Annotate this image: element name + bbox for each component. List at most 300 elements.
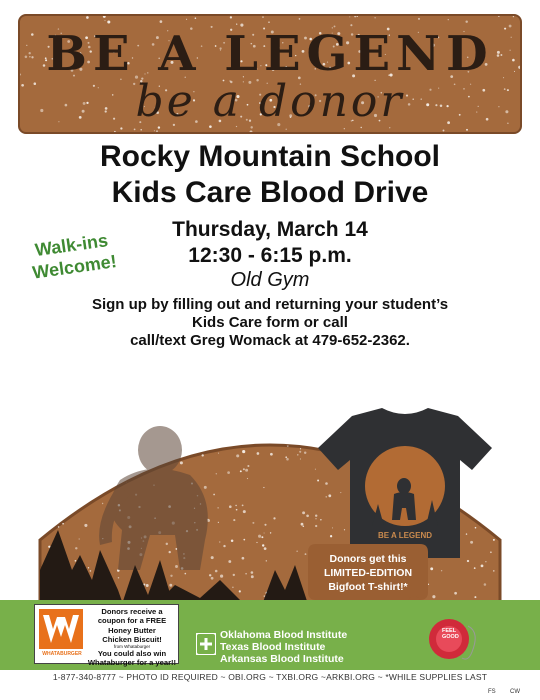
speckle-dot (17, 474, 18, 475)
speckle-dot (72, 500, 74, 502)
speckle-dot (175, 565, 178, 568)
speckle-dot (139, 434, 140, 435)
speckle-dot (250, 131, 253, 132)
speckle-dot (202, 454, 204, 456)
speckle-dot (16, 512, 18, 514)
speckle-dot (95, 412, 97, 414)
speckle-dot (484, 583, 487, 586)
speckle-dot (211, 577, 214, 580)
speckle-dot (166, 543, 168, 545)
speckle-dot (513, 16, 514, 17)
speckle-dot (401, 382, 404, 385)
speckle-dot (247, 413, 250, 416)
whataburger-name: WHATABURGER (42, 651, 82, 657)
speckle-dot (400, 403, 403, 406)
speckle-dot (96, 476, 98, 478)
speckle-dot (262, 16, 263, 17)
speckle-dot (95, 408, 98, 411)
speckle-dot (489, 394, 492, 397)
speckle-dot (156, 381, 158, 383)
whataburger-w-logo (39, 609, 83, 649)
speckle-dot (264, 532, 265, 533)
speckle-dot (305, 411, 307, 413)
speckle-dot (236, 454, 239, 457)
speckle-dot (474, 596, 476, 598)
speckle-dot (418, 18, 420, 20)
speckle-dot (267, 399, 269, 401)
coupon-text (87, 607, 177, 668)
speckle-dot (432, 595, 435, 598)
speckle-dot (235, 505, 236, 506)
signup-line: Kids Care form or call (192, 314, 348, 331)
speckle-dot (134, 380, 136, 382)
speckle-dot (140, 129, 142, 131)
speckle-dot (518, 506, 520, 508)
speckle-dot (238, 436, 240, 438)
speckle-dot (467, 560, 469, 562)
speckle-dot (154, 130, 155, 131)
footer-text: 1-877-340-8777 ~ PHOTO ID REQUIRED ~ OBI.ORG ~ TXBI.ORG ~ARKBI.ORG ~ *WHILE SUPPLIES LAST (52, 672, 488, 682)
speckle-dot (91, 375, 92, 376)
speckle-dot (0, 391, 1, 392)
speckle-dot (48, 546, 50, 548)
speckle-dot (160, 20, 163, 23)
speckle-dot (105, 397, 108, 400)
speckle-dot (281, 387, 283, 389)
coupon-from: from Whataburger (113, 644, 151, 650)
speckle-dot (103, 16, 106, 18)
speckle-dot (299, 18, 301, 20)
yoyo-label: FEEL GOOD (442, 628, 459, 640)
speckle-dot (300, 448, 301, 449)
speckle-dot (255, 387, 257, 389)
walkins-note: Walk-ins Welcome! (31, 230, 118, 283)
obi-cross-icon (196, 633, 216, 655)
speckle-dot (111, 475, 113, 477)
speckle-dot (537, 428, 538, 429)
speckle-dot (308, 409, 310, 411)
speckle-dot (219, 541, 220, 542)
speckle-dot (245, 469, 248, 472)
speckle-dot (60, 445, 61, 446)
speckle-dot (411, 391, 413, 393)
speckle-dot (286, 129, 287, 130)
speckle-dot (524, 390, 526, 392)
speckle-dot (181, 428, 184, 431)
speckle-dot (43, 378, 45, 380)
speckle-dot (182, 370, 183, 371)
speckle-dot (424, 401, 427, 404)
speckle-dot (134, 129, 136, 131)
speckle-dot (211, 556, 214, 559)
speckle-dot (18, 529, 20, 531)
speckle-dot (15, 561, 16, 562)
header-banner (18, 14, 522, 134)
speckle-dot (58, 492, 61, 495)
speckle-dot (107, 20, 110, 23)
speckle-dot (350, 393, 352, 395)
speckle-dot (501, 402, 504, 405)
speckle-dot (12, 453, 13, 454)
offer-line: Bigfoot T-shirt!* (328, 581, 408, 593)
speckle-dot (217, 507, 218, 508)
speckle-dot (231, 540, 234, 543)
offer-line: LIMITED-EDITION (323, 567, 413, 579)
speckle-dot (301, 523, 304, 526)
speckle-dot (349, 16, 350, 17)
speckle-dot (243, 539, 245, 541)
speckle-dot (79, 538, 80, 539)
speckle-dot (279, 422, 282, 425)
speckle-dot (301, 412, 304, 415)
speckle-dot (536, 581, 538, 583)
speckle-dot (170, 575, 172, 577)
speckle-dot (84, 440, 87, 443)
speckle-dot (354, 16, 356, 17)
offer-line: Donors get this (329, 553, 407, 565)
speckle-dot (94, 480, 97, 483)
speckle-dot (28, 552, 29, 553)
speckle-dot (69, 457, 71, 459)
event-title-line1: Rocky Mountain School (99, 140, 441, 173)
speckle-dot (1, 438, 3, 440)
speckle-dot (26, 413, 29, 416)
speckle-dot (37, 579, 39, 581)
speckle-dot (200, 385, 201, 386)
speckle-dot (80, 408, 83, 411)
speckle-dot (225, 437, 228, 440)
speckle-dot (256, 542, 257, 543)
speckle-dot (86, 16, 89, 19)
speckle-dot (3, 463, 4, 464)
speckle-dot (424, 390, 426, 392)
speckle-dot (123, 439, 124, 440)
speckle-dot (2, 443, 4, 445)
speckle-dot (357, 16, 358, 17)
speckle-dot (215, 570, 218, 573)
speckle-dot (266, 560, 267, 561)
speckle-dot (114, 131, 116, 132)
speckle-dot (213, 494, 215, 496)
speckle-dot (472, 387, 474, 389)
speckle-dot (180, 461, 183, 464)
speckle-dot (156, 130, 158, 132)
speckle-dot (82, 475, 84, 477)
speckle-dot (32, 578, 35, 581)
speckle-dot (505, 378, 508, 381)
speckle-dot (389, 127, 390, 128)
speckle-dot (481, 565, 484, 568)
speckle-dot (505, 559, 507, 561)
speckle-dot (84, 524, 87, 527)
speckle-dot (133, 403, 136, 406)
speckle-dot (119, 426, 122, 429)
banner-subtitle: be a donor (135, 76, 405, 127)
speckle-dot (87, 426, 89, 428)
speckle-dot (537, 520, 539, 522)
speckle-dot (261, 536, 263, 538)
speckle-dot (58, 409, 60, 411)
speckle-dot (189, 420, 191, 422)
speckle-dot (255, 418, 256, 419)
speckle-dot (229, 505, 232, 508)
speckle-dot (239, 590, 241, 592)
speckle-dot (232, 587, 234, 589)
coupon-line: Honey Butter (108, 625, 156, 635)
signup-instructions (40, 296, 500, 350)
speckle-dot (500, 387, 502, 389)
speckle-dot (17, 510, 20, 513)
speckle-dot (526, 505, 529, 508)
speckle-dot (222, 370, 225, 372)
speckle-dot (69, 374, 71, 376)
speckle-dot (519, 539, 522, 542)
speckle-dot (133, 397, 135, 399)
speckle-dot (3, 382, 5, 384)
speckle-dot (64, 511, 66, 513)
speckle-dot (498, 402, 501, 405)
speckle-dot (533, 508, 535, 510)
speckle-dot (497, 392, 499, 394)
coupon-line: Whataburger for a year!! (87, 658, 177, 668)
speckle-dot (58, 526, 60, 528)
speckle-dot (75, 560, 77, 562)
speckle-dot (262, 544, 264, 546)
speckle-dot (446, 395, 448, 397)
speckle-dot (251, 575, 254, 578)
speckle-dot (256, 434, 258, 436)
speckle-dot (219, 441, 222, 444)
speckle-dot (227, 471, 230, 474)
speckle-dot (312, 377, 314, 379)
speckle-dot (220, 575, 223, 578)
speckle-dot (112, 481, 113, 482)
speckle-dot (306, 514, 309, 517)
speckle-dot (507, 562, 510, 565)
speckle-dot (243, 510, 246, 513)
speckle-dot (369, 378, 372, 381)
speckle-dot (228, 444, 230, 446)
speckle-dot (498, 523, 499, 524)
speckle-dot (191, 374, 194, 377)
banner-title: BE A LEGEND (46, 26, 494, 82)
speckle-dot (236, 509, 238, 511)
speckle-dot (103, 402, 106, 405)
speckle-dot (342, 397, 344, 399)
speckle-dot (474, 567, 476, 569)
speckle-dot (465, 20, 467, 22)
speckle-dot (443, 130, 445, 132)
speckle-dot (494, 371, 497, 374)
code-fs: FS (488, 689, 496, 695)
speckle-dot (300, 458, 301, 459)
speckle-dot (354, 372, 356, 374)
speckle-dot (285, 456, 287, 458)
speckle-dot (191, 393, 193, 395)
speckle-dot (66, 393, 68, 395)
speckle-dot (240, 372, 241, 373)
speckle-dot (227, 384, 229, 386)
speckle-dot (7, 546, 8, 547)
speckle-dot (417, 379, 419, 381)
speckle-dot (218, 453, 219, 454)
speckle-dot (243, 468, 245, 470)
speckle-dot (242, 450, 245, 453)
speckle-dot (218, 522, 219, 523)
speckle-dot (162, 412, 164, 414)
speckle-dot (361, 127, 362, 128)
speckle-dot (12, 407, 15, 410)
speckle-dot (28, 405, 30, 407)
institute-name: Oklahoma Blood Institute (220, 629, 348, 641)
speckle-dot (273, 517, 275, 519)
institutes-list (220, 629, 410, 665)
speckle-dot (6, 432, 9, 435)
event-date: Thursday, March 14 (172, 218, 368, 241)
speckle-dot (398, 370, 401, 372)
speckle-dot (27, 407, 30, 410)
speckle-dot (400, 393, 401, 394)
institute-name: Texas Blood Institute (220, 641, 326, 653)
speckle-dot (88, 567, 89, 568)
speckle-dot (32, 541, 34, 543)
speckle-dot (366, 405, 367, 406)
speckle-dot (289, 385, 290, 386)
speckle-dot (16, 504, 19, 507)
speckle-dot (17, 474, 20, 477)
coupon-line: coupon for a FREE (97, 616, 167, 626)
speckle-dot (456, 396, 459, 399)
speckle-dot (100, 417, 102, 419)
speckle-dot (233, 574, 235, 576)
speckle-dot (224, 403, 227, 406)
speckle-dot (412, 403, 414, 405)
speckle-dot (104, 20, 105, 21)
speckle-dot (75, 476, 76, 477)
speckle-dot (264, 547, 267, 550)
speckle-dot (214, 439, 215, 440)
speckle-dot (258, 535, 261, 538)
bigfoot-tshirt (312, 408, 498, 558)
speckle-dot (405, 383, 408, 386)
speckle-dot (257, 452, 260, 455)
speckle-dot (280, 375, 282, 377)
speckle-dot (297, 551, 298, 552)
speckle-dot (8, 575, 11, 578)
speckle-dot (107, 410, 108, 411)
speckle-dot (247, 478, 248, 479)
speckle-dot (297, 454, 298, 455)
speckle-dot (12, 586, 15, 589)
speckle-dot (242, 557, 245, 560)
speckle-dot (485, 561, 486, 562)
whataburger-coupon (34, 604, 179, 668)
speckle-dot (380, 403, 382, 405)
speckle-dot (186, 19, 187, 20)
event-location: Old Gym (230, 269, 310, 291)
speckle-dot (493, 570, 495, 572)
speckle-dot (30, 388, 32, 390)
speckle-dot (242, 505, 244, 507)
speckle-dot (185, 573, 187, 575)
speckle-dot (20, 532, 23, 535)
speckle-dot (80, 422, 81, 423)
event-title-line2: Kids Care Blood Drive (111, 176, 429, 209)
speckle-dot (197, 395, 199, 397)
speckle-dot (64, 394, 66, 396)
coupon-line: You could also win (97, 649, 167, 659)
speckle-dot (532, 536, 535, 539)
speckle-dot (90, 570, 92, 572)
speckle-dot (11, 587, 13, 589)
speckle-dot (227, 404, 229, 406)
speckle-dot (240, 470, 242, 472)
speckle-dot (118, 577, 120, 579)
speckle-dot (270, 453, 273, 456)
speckle-dot (175, 415, 178, 418)
speckle-dot (195, 17, 197, 19)
speckle-dot (302, 511, 305, 514)
speckle-dot (303, 525, 305, 527)
signup-line: Sign up by filling out and returning your student’s (91, 296, 449, 313)
speckle-dot (304, 452, 306, 454)
speckle-dot (430, 567, 433, 570)
speckle-dot (228, 414, 231, 417)
speckle-dot (247, 465, 249, 467)
speckle-dot (282, 419, 283, 420)
speckle-dot (299, 451, 301, 453)
speckle-dot (264, 524, 266, 526)
speckle-dot (53, 390, 56, 393)
speckle-dot (66, 408, 69, 411)
speckle-dot (33, 542, 35, 544)
speckle-dot (374, 17, 375, 18)
speckle-dot (466, 129, 468, 131)
speckle-dot (258, 384, 260, 386)
speckle-dot (23, 551, 26, 554)
speckle-dot (43, 474, 45, 476)
speckle-dot (523, 563, 525, 565)
speckle-dot (513, 589, 515, 591)
speckle-dot (129, 469, 131, 471)
speckle-dot (441, 570, 442, 571)
speckle-dot (498, 16, 500, 17)
speckle-dot (125, 470, 127, 472)
speckle-dot (22, 372, 24, 374)
speckle-dot (52, 405, 55, 408)
institute-name: Arkansas Blood Institute (220, 653, 344, 665)
speckle-dot (270, 532, 271, 533)
speckle-dot (361, 379, 363, 381)
speckle-dot (230, 16, 232, 18)
speckle-dot (448, 19, 449, 20)
speckle-dot (169, 551, 171, 553)
speckle-dot (187, 402, 188, 403)
speckle-dot (520, 530, 522, 532)
speckle-dot (47, 404, 48, 405)
speckle-dot (62, 523, 64, 525)
speckle-dot (502, 495, 503, 496)
speckle-dot (241, 386, 242, 387)
speckle-dot (387, 396, 390, 399)
signup-line: call/text Greg Womack at 479-652-2362. (130, 332, 410, 349)
speckle-dot (209, 574, 211, 576)
speckle-dot (483, 387, 484, 388)
speckle-dot (120, 127, 122, 129)
speckle-dot (454, 592, 457, 595)
speckle-dot (429, 395, 431, 397)
speckle-dot (534, 574, 535, 575)
